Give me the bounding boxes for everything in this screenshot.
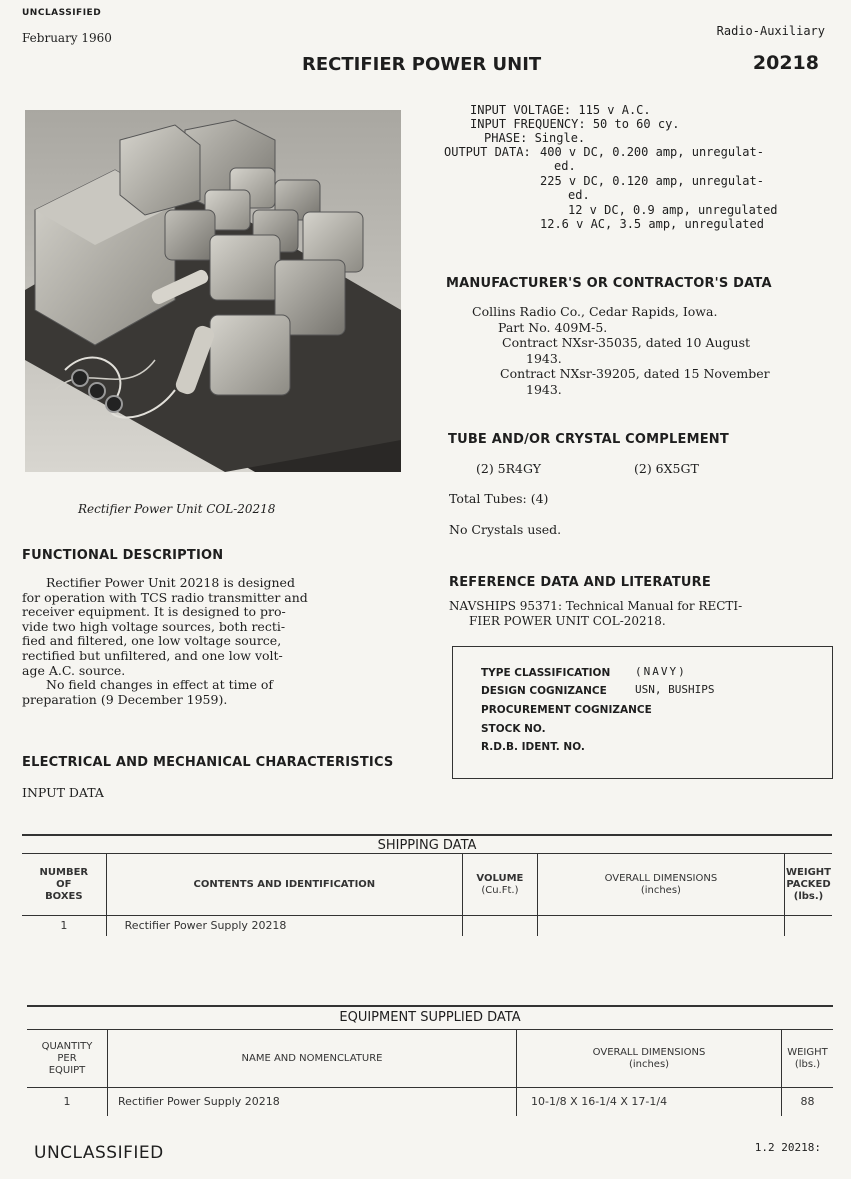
phase-line: PHASE: Single. xyxy=(484,131,586,145)
reference-heading: REFERENCE DATA AND LITERATURE xyxy=(449,575,711,590)
tubes-heading: TUBE AND/OR CRYSTAL COMPLEMENT xyxy=(448,432,729,447)
category-label: Radio-Auxiliary xyxy=(716,24,825,38)
cell-weight xyxy=(785,916,832,936)
input-data-label: INPUT DATA xyxy=(22,785,104,800)
col-name-nomenclature: NAME AND NOMENCLATURE xyxy=(108,1030,517,1088)
photo-caption: Rectifier Power Unit COL-20218 xyxy=(78,502,276,516)
manufacturer-line: Collins Radio Co., Cedar Rapids, Iowa. xyxy=(472,304,718,319)
stock-number-label: STOCK NO. xyxy=(481,723,546,735)
page-number: 1.2 20218: xyxy=(754,1141,821,1154)
input-spec-block xyxy=(470,103,680,145)
manufacturer-line: Contract NXsr-39205, dated 15 November xyxy=(500,366,770,381)
equipment-rule xyxy=(27,1005,833,1007)
functional-line: Rectifier Power Unit 20218 is designed xyxy=(46,575,295,590)
manufacturer-line: 1943. xyxy=(526,350,562,366)
col-overall-dimensions: OVERALL DIMENSIONS (inches) xyxy=(517,1030,782,1088)
manufacturer-block xyxy=(472,304,770,397)
table-row xyxy=(22,916,832,936)
total-tubes: Total Tubes: (4) xyxy=(449,491,549,506)
type-classification-label: TYPE CLASSIFICATION xyxy=(481,667,611,679)
design-cognizance-value: USN, BUSHIPS xyxy=(635,683,715,696)
shipping-table xyxy=(22,853,832,936)
output-line: 12.6 v AC, 3.5 amp, unregulated xyxy=(540,217,764,232)
equipment-number: 20218 xyxy=(752,52,819,74)
col-overall-dimensions: OVERALL DIMENSIONS (inches) xyxy=(537,854,784,916)
shipping-rule xyxy=(22,834,832,836)
shipping-header-row xyxy=(22,854,832,916)
manufacturer-line: Contract NXsr-35035, dated 10 August xyxy=(502,335,751,350)
output-line: ed. xyxy=(568,188,590,203)
classification-top: UNCLASSIFIED xyxy=(22,8,102,18)
cell-name: Rectifier Power Supply 20218 xyxy=(108,1088,517,1116)
output-label: OUTPUT DATA: xyxy=(444,145,531,159)
output-data-block xyxy=(540,145,778,231)
rectifier-illustration xyxy=(25,110,401,472)
functional-line: for operation with TCS radio transmitter and xyxy=(22,589,308,605)
tube-5r4gy: (2) 5R4GY xyxy=(476,461,542,476)
reference-block xyxy=(449,599,742,629)
output-line: 400 v DC, 0.200 amp, unregulat- xyxy=(540,145,764,159)
functional-line: fied and filtered, one low voltage source, xyxy=(22,633,282,649)
output-line: 225 v DC, 0.120 amp, unregulat- xyxy=(540,173,764,188)
col-weight: WEIGHT (lbs.) xyxy=(782,1030,834,1088)
type-classification-value: (NAVY) xyxy=(635,665,687,678)
cell-quantity: 1 xyxy=(63,1095,71,1109)
cell-contents: Rectifier Power Supply 20218 xyxy=(106,916,462,936)
design-cognizance-label: DESIGN COGNIZANCE xyxy=(481,685,607,697)
input-frequency-line: INPUT FREQUENCY: 50 to 60 cy. xyxy=(470,117,680,131)
cell-dimensions: 10-1/8 X 16-1/4 X 17-1/4 xyxy=(517,1088,782,1116)
cell-dimensions xyxy=(537,916,784,936)
rdb-ident-label: R.D.B. IDENT. NO. xyxy=(481,741,585,753)
col-contents: CONTENTS AND IDENTIFICATION xyxy=(106,854,462,916)
functional-line: receiver equipment. It is designed to pro- xyxy=(22,604,286,620)
page-title: RECTIFIER POWER UNIT xyxy=(302,54,542,75)
document-date: February 1960 xyxy=(22,31,112,45)
cell-volume xyxy=(463,916,538,936)
reference-line: NAVSHIPS 95371: Technical Manual for RECTI- xyxy=(449,599,743,613)
functional-description xyxy=(22,576,308,707)
electrical-heading: ELECTRICAL AND MECHANICAL CHARACTERISTICS xyxy=(22,755,394,770)
functional-line: preparation (9 December 1959). xyxy=(22,691,228,707)
classification-box xyxy=(452,646,833,779)
tube-6x5gt: (2) 6X5GT xyxy=(634,461,699,476)
cell-weight: 88 xyxy=(782,1088,834,1116)
manufacturer-heading: MANUFACTURER'S OR CONTRACTOR'S DATA xyxy=(446,276,772,291)
rectifier-photo xyxy=(25,110,401,472)
reference-line: FIER POWER UNIT COL-20218. xyxy=(469,614,666,628)
output-line: 12 v DC, 0.9 amp, unregulated xyxy=(568,202,778,217)
col-weight-packed: WEIGHT PACKED (lbs.) xyxy=(785,854,832,916)
manufacturer-line: 1943. xyxy=(526,381,562,397)
col-volume: VOLUME (Cu.Ft.) xyxy=(463,854,538,916)
functional-line: age A.C. source. xyxy=(22,662,126,678)
functional-heading: FUNCTIONAL DESCRIPTION xyxy=(22,548,224,563)
equipment-title: EQUIPMENT SUPPLIED DATA xyxy=(339,1010,521,1025)
procurement-cognizance-label: PROCUREMENT COGNIZANCE xyxy=(481,704,652,716)
cell-number: 1 xyxy=(60,919,68,933)
functional-line: vide two high voltage sources, both recti- xyxy=(22,618,286,634)
classification-bottom: UNCLASSIFIED xyxy=(34,1143,164,1163)
manufacturer-line: Part No. 409M-5. xyxy=(498,319,608,335)
functional-line: rectified but unfiltered, and one low volt- xyxy=(22,647,283,663)
output-line: ed. xyxy=(554,159,576,174)
crystals-note: No Crystals used. xyxy=(449,522,562,537)
equipment-header-row xyxy=(27,1030,833,1088)
input-voltage-line: INPUT VOLTAGE: 115 v A.C. xyxy=(470,103,651,117)
equipment-table xyxy=(27,1029,833,1116)
col-quantity: QUANTITY PER EQUIPT xyxy=(41,1040,93,1076)
shipping-title: SHIPPING DATA xyxy=(377,838,477,853)
col-number-of-boxes: NUMBER OF BOXES xyxy=(39,866,89,902)
functional-line: No field changes in effect at time of xyxy=(46,677,274,693)
table-row xyxy=(27,1088,833,1116)
